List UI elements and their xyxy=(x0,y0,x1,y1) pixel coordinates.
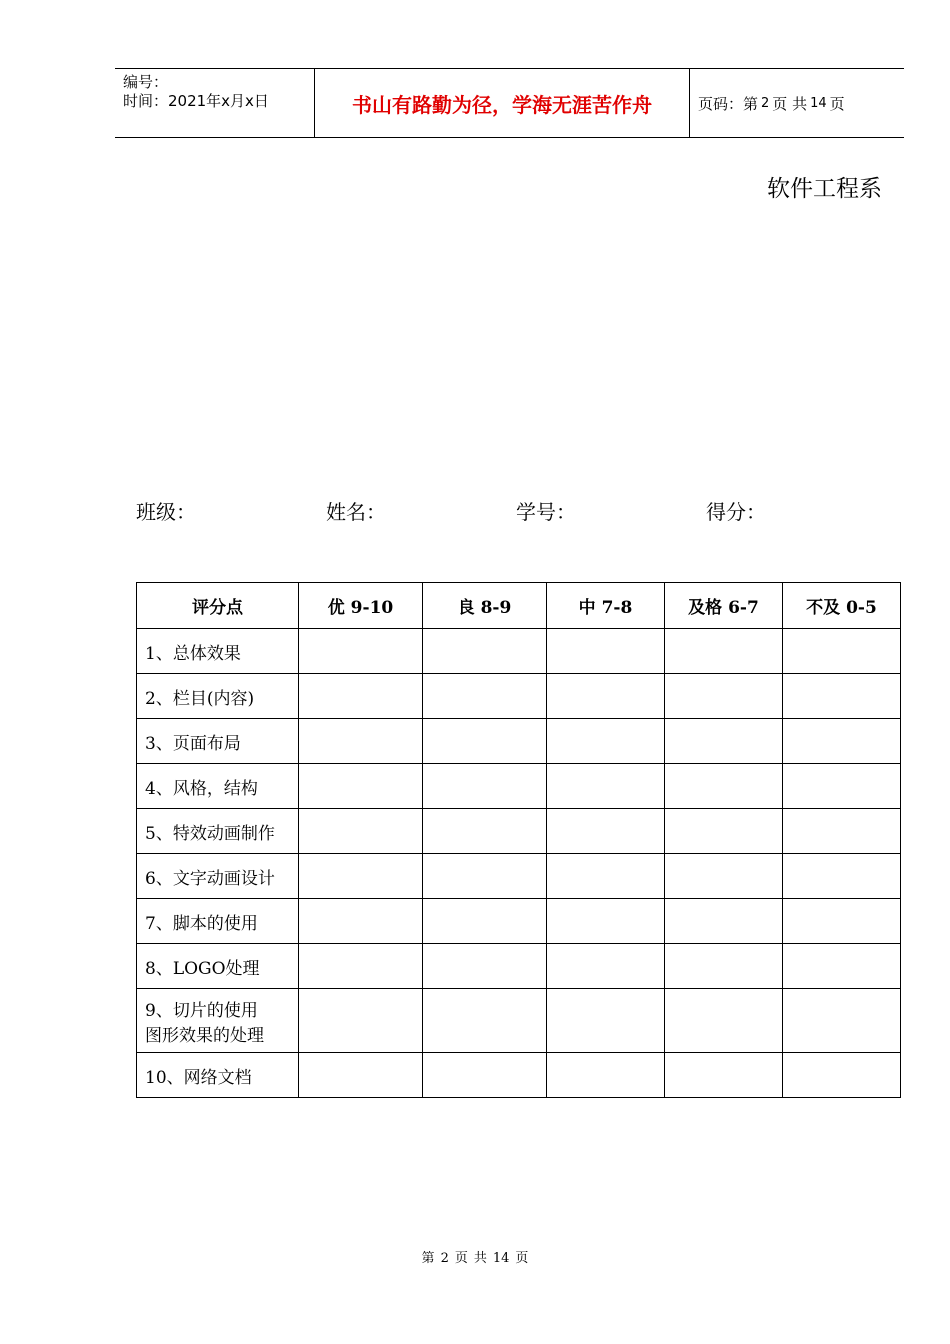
score-cell[interactable] xyxy=(423,899,547,944)
score-cell[interactable] xyxy=(423,629,547,674)
score-cell[interactable] xyxy=(783,1053,901,1098)
score-cell[interactable] xyxy=(299,1053,423,1098)
col-header-fail: 不及 0-5 xyxy=(783,583,901,629)
student-id-label: 学号： xyxy=(516,500,576,524)
score-label: 得分： xyxy=(706,500,766,524)
criteria-line: 图形效果的处理 xyxy=(145,1025,264,1046)
number-label: 编号： xyxy=(123,73,169,91)
score-cell[interactable] xyxy=(665,674,783,719)
score-cell[interactable] xyxy=(299,854,423,899)
page-total: 14 xyxy=(810,95,827,111)
col-header-good: 良 8-9 xyxy=(423,583,547,629)
score-cell[interactable] xyxy=(783,719,901,764)
score-cell[interactable] xyxy=(423,674,547,719)
table-row xyxy=(137,764,901,809)
score-cell[interactable] xyxy=(783,809,901,854)
criteria-cell: 10、网络文档 xyxy=(137,1053,299,1098)
footer-page-number: 2 xyxy=(440,1251,449,1266)
footer-text: 共 xyxy=(473,1251,487,1266)
score-cell[interactable] xyxy=(665,989,783,1053)
criteria-cell: 8、LOGO处理 xyxy=(137,944,299,989)
class-label: 班级： xyxy=(136,500,196,524)
score-cell[interactable] xyxy=(547,719,665,764)
score-cell[interactable] xyxy=(783,989,901,1053)
criteria-line: 9、切片的使用 xyxy=(145,1000,258,1021)
score-cell[interactable] xyxy=(783,854,901,899)
score-cell[interactable] xyxy=(783,674,901,719)
table-row xyxy=(137,629,901,674)
criteria-cell: 7、脚本的使用 xyxy=(137,899,299,944)
score-cell[interactable] xyxy=(665,809,783,854)
time-label: 时间：2021年x月x日 xyxy=(123,92,269,110)
score-cell[interactable] xyxy=(547,764,665,809)
score-cell[interactable] xyxy=(423,1053,547,1098)
score-cell[interactable] xyxy=(665,719,783,764)
score-cell[interactable] xyxy=(783,764,901,809)
table-row xyxy=(137,719,901,764)
score-cell[interactable] xyxy=(423,944,547,989)
score-cell[interactable] xyxy=(547,674,665,719)
score-cell[interactable] xyxy=(665,854,783,899)
criteria-cell: 1、总体效果 xyxy=(137,629,299,674)
score-cell[interactable] xyxy=(547,854,665,899)
scoring-table xyxy=(136,582,901,1098)
col-header-criteria: 评分点 xyxy=(137,583,299,629)
score-cell[interactable] xyxy=(783,899,901,944)
footer-text: 第 xyxy=(421,1251,435,1266)
table-row xyxy=(137,899,901,944)
footer-page-total: 14 xyxy=(492,1251,510,1266)
criteria-cell: 5、特效动画制作 xyxy=(137,809,299,854)
score-cell[interactable] xyxy=(547,629,665,674)
department-title: 软件工程系 xyxy=(767,176,882,202)
score-cell[interactable] xyxy=(299,674,423,719)
page-footer xyxy=(0,1247,950,1266)
score-cell[interactable] xyxy=(423,719,547,764)
table-row xyxy=(137,944,901,989)
score-cell[interactable] xyxy=(547,944,665,989)
table-row xyxy=(137,989,901,1053)
table-row xyxy=(137,1053,901,1098)
score-cell[interactable] xyxy=(783,944,901,989)
score-cell[interactable] xyxy=(299,989,423,1053)
score-cell[interactable] xyxy=(547,809,665,854)
score-cell[interactable] xyxy=(423,809,547,854)
criteria-cell: 2、栏目(内容) xyxy=(137,674,299,719)
score-cell[interactable] xyxy=(547,1053,665,1098)
header-meta xyxy=(123,73,269,111)
criteria-cell: 6、文字动画设计 xyxy=(137,854,299,899)
header-page-info xyxy=(698,69,845,137)
footer-text: 页 xyxy=(454,1251,468,1266)
score-cell[interactable] xyxy=(299,944,423,989)
score-cell[interactable] xyxy=(423,764,547,809)
score-cell[interactable] xyxy=(547,899,665,944)
header-divider xyxy=(689,69,690,137)
score-cell[interactable] xyxy=(665,899,783,944)
header-motto: 书山有路勤为径，学海无涯苦作舟 xyxy=(352,92,652,117)
col-header-pass: 及格 6-7 xyxy=(665,583,783,629)
page-number: 2 xyxy=(761,95,770,111)
score-cell[interactable] xyxy=(299,764,423,809)
table-row xyxy=(137,809,901,854)
table-row xyxy=(137,854,901,899)
score-cell[interactable] xyxy=(299,809,423,854)
score-cell[interactable] xyxy=(783,629,901,674)
page-mid: 页 共 xyxy=(772,94,808,113)
score-cell[interactable] xyxy=(423,854,547,899)
col-header-medium: 中 7-8 xyxy=(547,583,665,629)
score-cell[interactable] xyxy=(299,629,423,674)
col-header-excellent: 优 9-10 xyxy=(299,583,423,629)
criteria-cell: 3、页面布局 xyxy=(137,719,299,764)
table-row xyxy=(137,674,901,719)
name-label: 姓名： xyxy=(326,500,386,524)
footer-text: 页 xyxy=(515,1251,529,1266)
score-cell[interactable] xyxy=(547,989,665,1053)
table-header-row xyxy=(137,583,901,629)
score-cell[interactable] xyxy=(665,944,783,989)
score-cell[interactable] xyxy=(665,764,783,809)
page-suffix: 页 xyxy=(829,94,845,113)
score-cell[interactable] xyxy=(665,629,783,674)
score-cell[interactable] xyxy=(665,1053,783,1098)
criteria-cell: 4、风格，结构 xyxy=(137,764,299,809)
score-cell[interactable] xyxy=(299,899,423,944)
score-cell[interactable] xyxy=(299,719,423,764)
page-prefix: 页码：第 xyxy=(698,94,759,113)
score-cell[interactable] xyxy=(423,989,547,1053)
page-header xyxy=(115,68,904,138)
criteria-cell xyxy=(137,989,299,1053)
